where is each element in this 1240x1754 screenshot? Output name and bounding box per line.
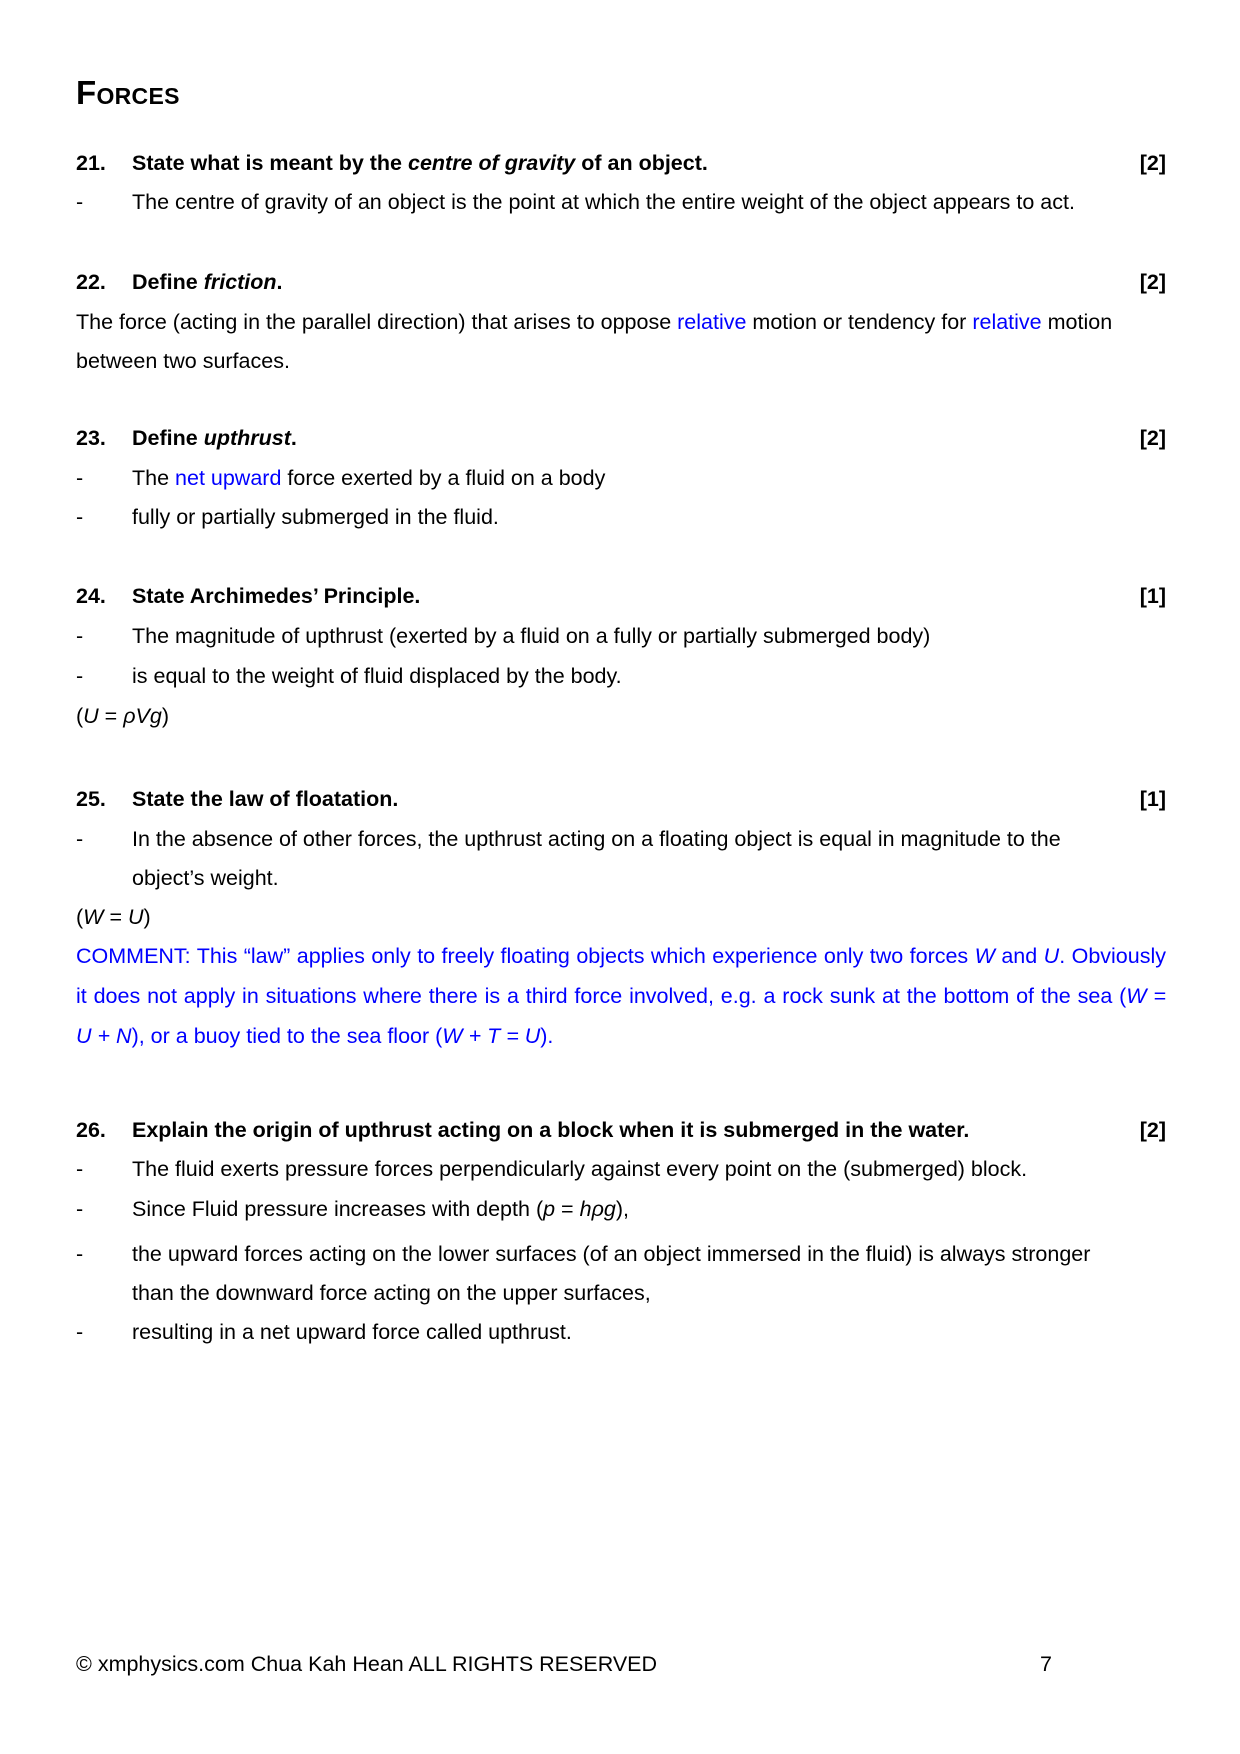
question-number: 23. [76, 426, 106, 450]
answer-text: fully or partially submerged in the fluid. [132, 505, 499, 529]
marks-badge: [2] [1139, 1118, 1166, 1142]
formula: W + T = U [442, 1024, 541, 1048]
symbol: h [579, 1197, 592, 1221]
bullet-dash: - [76, 624, 84, 648]
symbol: U [83, 704, 99, 728]
equals: = [103, 905, 128, 929]
question-number: 24. [76, 584, 106, 608]
bullet-dash: - [76, 1157, 84, 1181]
page-number: 7 [1040, 1652, 1052, 1676]
marks-badge: [1] [1139, 584, 1166, 608]
question-prompt: Explain the origin of upthrust acting on a block when it is submerged in the water. [132, 1118, 970, 1142]
formula: W = U + N [76, 984, 1166, 1048]
bullet-dash: - [76, 1320, 84, 1344]
answer-text: motion or tendency for [746, 310, 973, 334]
comment-text: COMMENT: This “law” applies only to freely floating objects which experience only two forces [76, 944, 975, 968]
answer-text: In the absence of other forces, the upthrust acting on a floating object is equal in magnitude to the [132, 827, 1061, 851]
comment-block [76, 936, 1166, 1056]
formula [536, 1197, 623, 1221]
paren: ) [615, 1197, 624, 1221]
bullet-dash: - [76, 1242, 84, 1266]
paren: ) [143, 905, 151, 929]
answer-text: The magnitude of upthrust (exerted by a fluid on a fully or partially submerged body) [132, 624, 931, 648]
answer-text: , [623, 1197, 630, 1221]
bullet-dash: - [76, 190, 84, 214]
highlight-text: net upward [175, 466, 282, 490]
paren: ) [161, 704, 170, 728]
question-number: 21. [76, 151, 106, 175]
prompt-emphasis: upthrust [203, 426, 291, 450]
answer-text: the upward forces acting on the lower surfaces (of an object immersed in the fluid) is always stronger [132, 1242, 1091, 1266]
prompt-text: Define [132, 270, 204, 294]
prompt-text: . [276, 270, 283, 294]
symbol: U [127, 905, 144, 929]
answer-text: is equal to the weight of fluid displaced by the body. [132, 664, 622, 688]
prompt-text: State what is meant by the [132, 151, 408, 175]
prompt-text: . [290, 426, 297, 450]
symbol: W [83, 905, 104, 929]
answer-text: Since Fluid pressure increases with depth [132, 1197, 536, 1221]
highlight-text: relative [972, 310, 1042, 334]
question-prompt [132, 269, 283, 295]
prompt-emphasis: friction [203, 270, 277, 294]
marks-badge: [2] [1139, 151, 1166, 175]
page-title: Forces [76, 74, 180, 111]
prompt-emphasis: centre of gravity [407, 151, 576, 175]
question-prompt [132, 150, 708, 176]
symbol: ρ [591, 1197, 604, 1221]
answer-text [132, 465, 605, 491]
comment-text: and [994, 944, 1044, 968]
bullet-dash: - [76, 827, 84, 851]
question-prompt: State Archimedes’ Principle. [132, 584, 421, 608]
answer-text: resulting in a net upward force called upthrust. [132, 1320, 572, 1344]
highlight-text: relative [677, 310, 747, 334]
formula [76, 904, 151, 930]
answer-text: The force (acting in the parallel direction) that arises to oppose [76, 310, 678, 334]
equals: = [98, 704, 124, 728]
marks-badge: [1] [1139, 787, 1166, 811]
question-number: 26. [76, 1118, 106, 1142]
symbol: U [1043, 944, 1060, 968]
paren: ( [76, 905, 84, 929]
question-prompt: State the law of floatation. [132, 787, 399, 811]
answer-text: than the downward force acting on the upper surfaces, [132, 1281, 651, 1305]
bullet-dash: - [76, 466, 84, 490]
formula [76, 703, 169, 729]
marks-badge: [2] [1139, 270, 1166, 294]
footer-copyright: © xmphysics.com Chua Kah Hean ALL RIGHTS RESERVED [76, 1652, 658, 1676]
paren: ( [535, 1197, 544, 1221]
answer-text: force exerted by a fluid on a body [281, 466, 606, 490]
question-number: 22. [76, 270, 106, 294]
question-prompt [132, 425, 297, 451]
symbol: Vg [135, 704, 162, 728]
equals: = [555, 1197, 580, 1221]
paren: ( [76, 704, 84, 728]
symbol: ρ [123, 704, 136, 728]
bullet-dash: - [76, 1197, 84, 1221]
comment-text: ). [540, 1024, 554, 1048]
prompt-text: of an object. [575, 151, 708, 175]
answer-text: The centre of gravity of an object is the point at which the entire weight of the object appears to act. [132, 190, 1075, 214]
symbol: W [974, 944, 995, 968]
bullet-dash: - [76, 505, 84, 529]
question-number: 25. [76, 787, 106, 811]
answer-text: object’s weight. [132, 866, 279, 890]
answer-text: motion [1041, 310, 1113, 334]
answer-text: The [132, 466, 176, 490]
answer-line: between two surfaces. [76, 349, 290, 373]
comment-text: . Obviously it does not apply in situations where there is a third force involved, e.g. a rock sunk at the bottom of the sea ( [76, 944, 1166, 1008]
marks-badge: [2] [1139, 426, 1166, 450]
symbol: g [603, 1197, 616, 1221]
prompt-text: Define [132, 426, 204, 450]
comment-text: ), or a buoy tied to the sea floor ( [131, 1024, 443, 1048]
answer-text [132, 1196, 629, 1222]
bullet-dash: - [76, 664, 84, 688]
answer-text: The fluid exerts pressure forces perpendicularly against every point on the (submerged) block. [132, 1157, 1028, 1181]
answer-line [76, 309, 1112, 335]
symbol: p [543, 1197, 556, 1221]
